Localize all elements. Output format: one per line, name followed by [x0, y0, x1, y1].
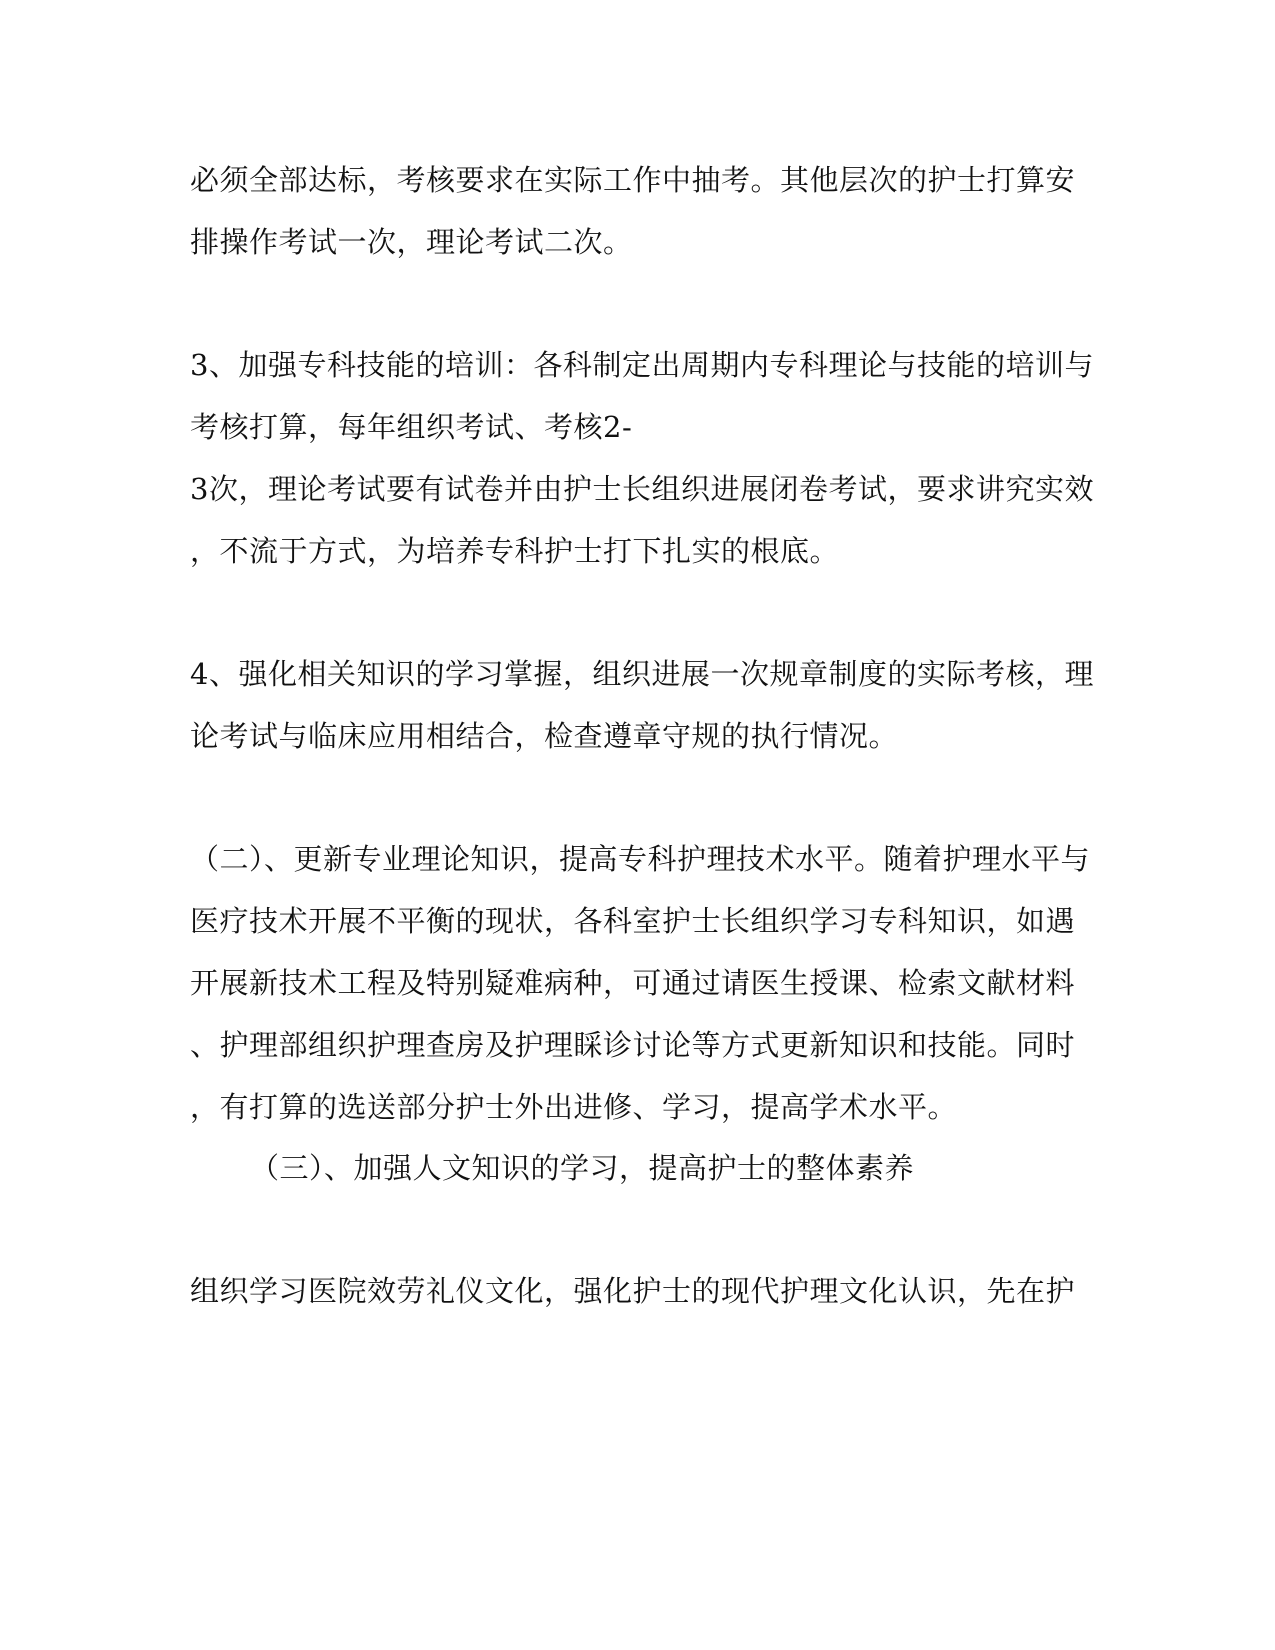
paragraph-line: 3、加强专科技能的培训：各科制定出周期内专科理论与技能的培训与	[190, 348, 1094, 382]
paragraph-line: 、护理部组织护理查房及护理睬诊讨论等方式更新知识和技能。同时	[190, 1028, 1076, 1062]
paragraph-line: 开展新技术工程及特别疑难病种，可通过请医生授课、检索文献材料	[190, 966, 1076, 1000]
paragraph-line: 3次，理论考试要有试卷并由护士长组织进展闭卷考试，要求讲究实效	[190, 472, 1094, 506]
paragraph-line: 论考试与临床应用相结合，检查遵章守规的执行情况。	[190, 719, 899, 753]
paragraph-line: 考核打算，每年组织考试、考核2-	[190, 410, 633, 444]
paragraph-line: 4、强化相关知识的学习掌握，组织进展一次规章制度的实际考核，理	[190, 657, 1094, 691]
paragraph-line: 医疗技术开展不平衡的现状，各科室护士长组织学习专科知识，如遇	[190, 904, 1076, 938]
paragraph-line: （二）、更新专业理论知识，提高专科护理技术水平。随着护理水平与	[190, 842, 1091, 876]
paragraph-line: 排操作考试一次，理论考试二次。	[190, 225, 633, 259]
paragraph-line: ，有打算的选送部分护士外出进修、学习，提高学术水平。	[190, 1090, 958, 1124]
section-heading: （三）、加强人文知识的学习，提高护士的整体素养	[250, 1151, 915, 1185]
paragraph-line: ，不流于方式，为培养专科护士打下扎实的根底。	[190, 534, 840, 568]
paragraph-line: 必须全部达标，考核要求在实际工作中抽考。其他层次的护士打算安	[190, 163, 1076, 197]
paragraph-line: 组织学习医院效劳礼仪文化，强化护士的现代护理文化认识，先在护	[190, 1274, 1076, 1308]
